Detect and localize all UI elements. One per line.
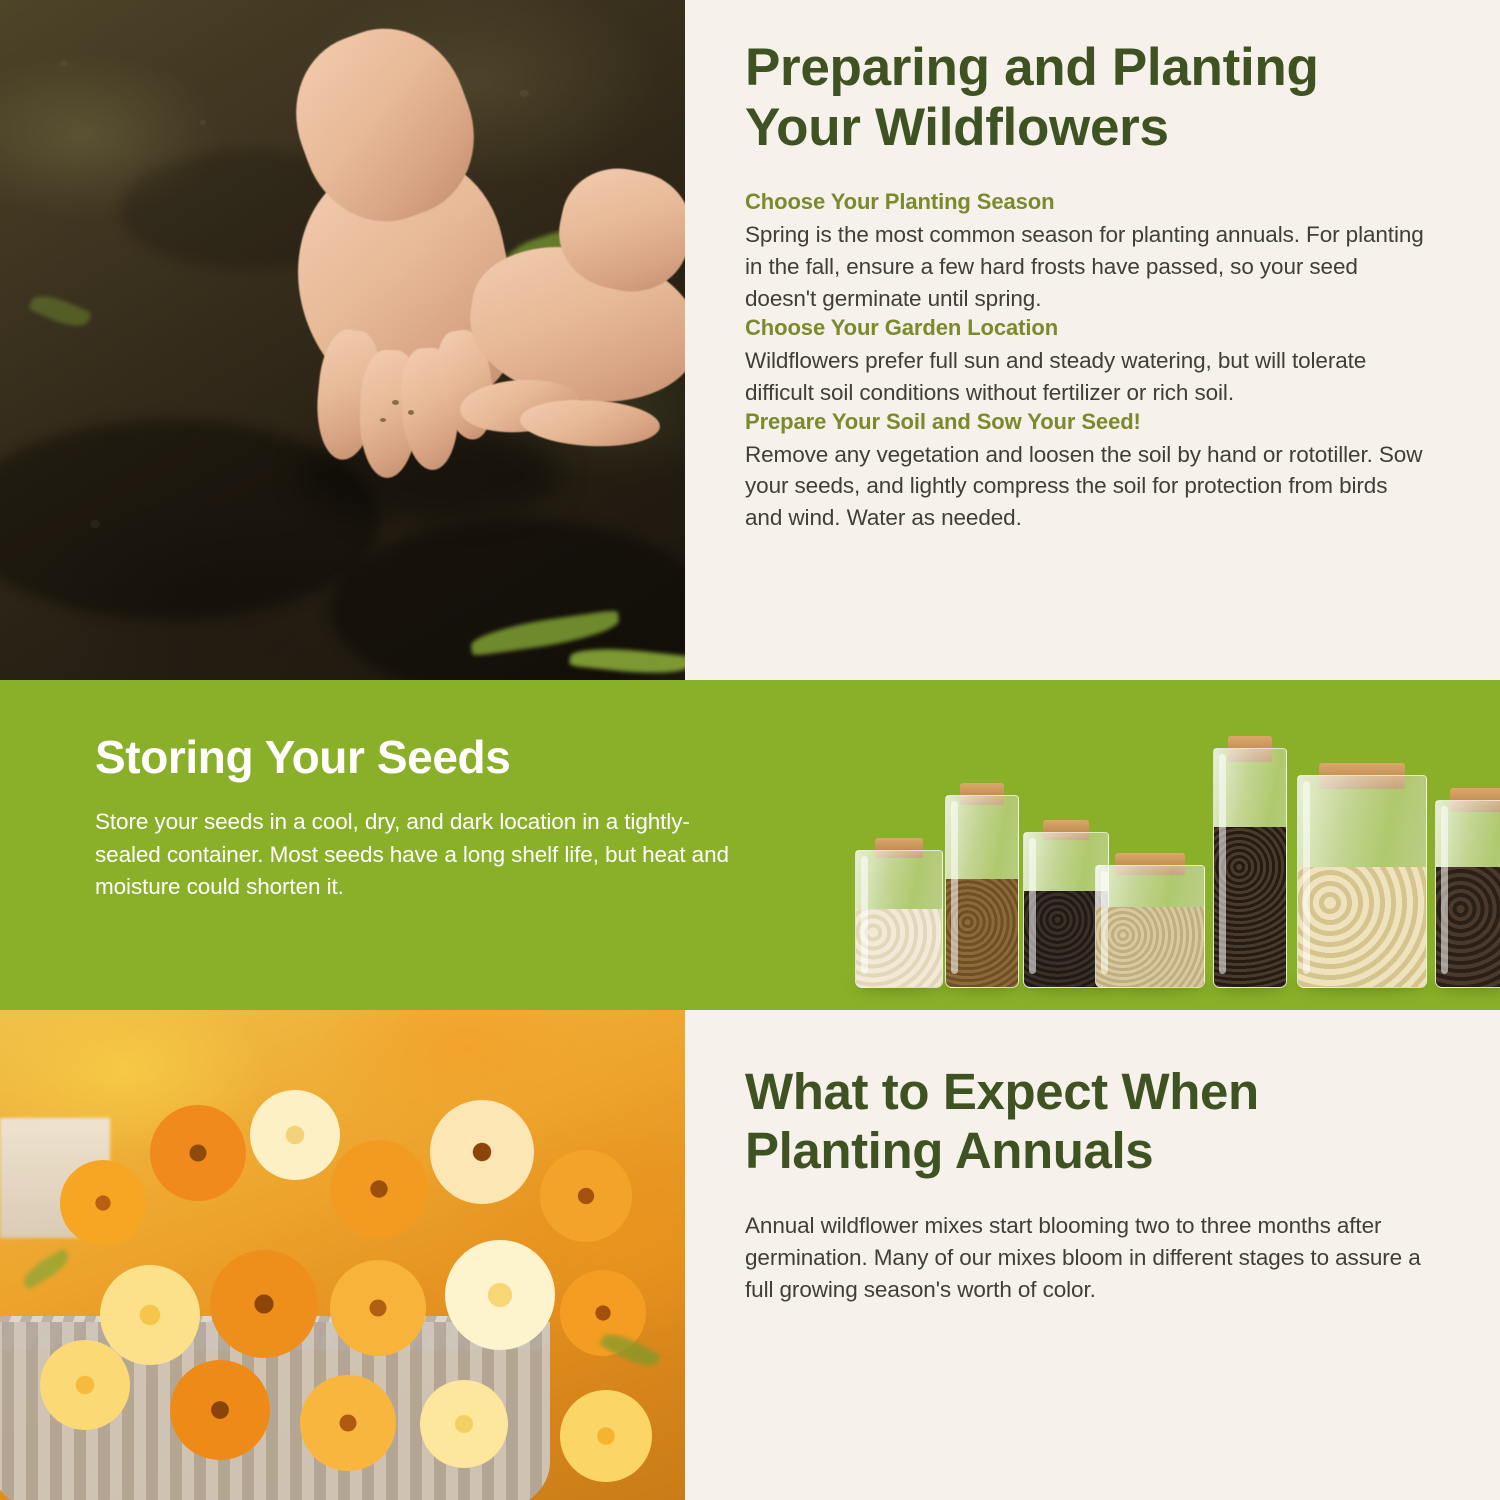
section-preparing-and-planting	[0, 0, 1500, 680]
hand-sowing-seeds-in-soil-photo	[0, 0, 685, 680]
block-garden-location	[745, 315, 1425, 409]
what-to-expect-title: What to Expect When Planting Annuals	[745, 1063, 1259, 1180]
body-planting-season: Spring is the most common season for planting annuals. For planting in the fall, ensure a few hard frosts have passed, so your seed doesn't germinate until spring.	[745, 221, 1424, 311]
glass-seed-storage-jars-photo	[845, 708, 1445, 988]
block-planting-season	[745, 189, 1425, 315]
section-storing-your-seeds	[0, 680, 1500, 1010]
page-title: Preparing and Planting Your Wildflowers	[745, 38, 1319, 158]
what-to-expect-body: Annual wildflower mixes start blooming two to three months after germination. Many of our mixes bloom in different stages to assure a full growing season's worth of color.	[745, 1213, 1421, 1303]
block-prepare-soil	[745, 409, 1425, 535]
section1-text-column	[745, 0, 1465, 680]
subheading-garden-location: Choose Your Garden Location	[745, 314, 1059, 340]
storing-seeds-body: Store your seeds in a cool, dry, and dark location in a tightly-sealed container. Most seeds have a long shelf life, but heat and moisture could shorten it.	[95, 809, 729, 900]
section-what-to-expect	[0, 1010, 1500, 1500]
basket-of-orange-calendula-flowers-photo	[0, 1010, 685, 1500]
subheading-planting-season: Choose Your Planting Season	[745, 188, 1055, 214]
subheading-prepare-soil: Prepare Your Soil and Sow Your Seed!	[745, 408, 1141, 434]
section3-text-column	[745, 1062, 1465, 1306]
body-garden-location: Wildflowers prefer full sun and steady watering, but will tolerate difficult soil conditions without fertilizer or rich soil.	[745, 347, 1367, 405]
section2-text-column	[95, 730, 745, 904]
storing-seeds-title: Storing Your Seeds	[95, 731, 511, 783]
body-prepare-soil: Remove any vegetation and loosen the soil by hand or rototiller. Sow your seeds, and lightly compress the soil for protection from birds and wind. Water as needed.	[745, 441, 1423, 531]
